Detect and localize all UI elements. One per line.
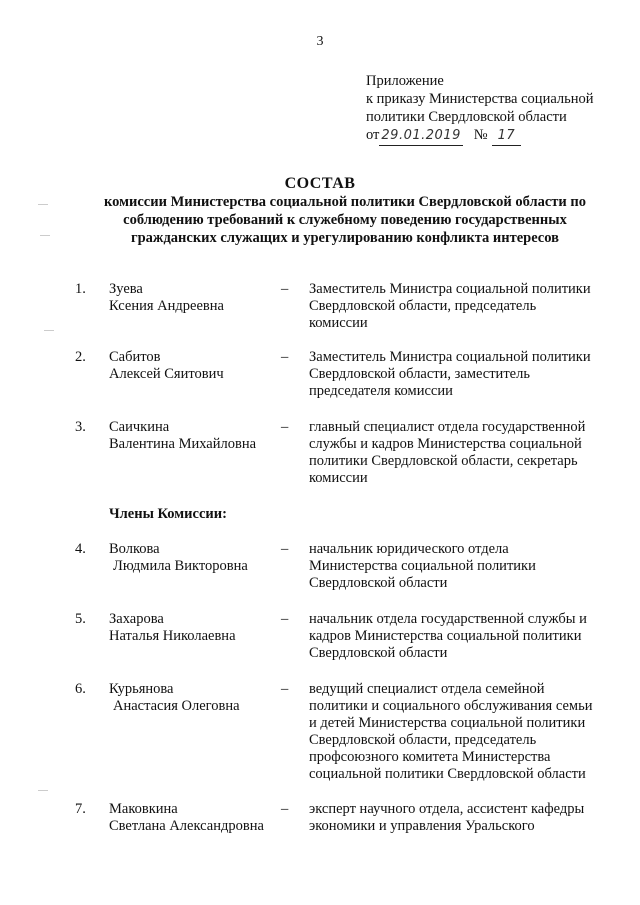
member-number: 2. — [75, 349, 86, 365]
member-number: 4. — [75, 541, 86, 557]
member-given-names: Ксения Андреевна — [109, 298, 224, 314]
member-name — [109, 349, 279, 383]
member-name — [109, 419, 279, 453]
position-line: начальник отдела государственной службы и — [309, 611, 587, 627]
appendix-line-3: политики Свердловской области — [366, 109, 567, 125]
member-name — [109, 281, 279, 315]
dash-separator: – — [281, 801, 289, 817]
dash-separator: – — [281, 541, 289, 557]
position-line: экономики и управления Уральского — [309, 818, 535, 834]
dash-separator: – — [281, 281, 289, 297]
member-name — [109, 681, 279, 715]
position-line: главный специалист отдела государственной — [309, 419, 586, 435]
member-position — [309, 419, 609, 487]
member-number: 7. — [75, 801, 86, 817]
position-line: социальной политики Свердловской области — [309, 766, 586, 782]
position-line: Свердловской области, председатель — [309, 298, 537, 314]
member-number: 3. — [75, 419, 86, 435]
member-number: 1. — [75, 281, 86, 297]
appendix-line-1: Приложение — [366, 73, 444, 89]
member-position — [309, 541, 609, 592]
member-given-names: Алексей Сяитович — [109, 366, 224, 382]
dash-separator: – — [281, 349, 289, 365]
member-given-names: Людмила Викторовна — [113, 558, 248, 574]
scan-speck — [44, 330, 54, 331]
subtitle-line-2: соблюдению требований к служебному поведению государственных — [123, 212, 567, 228]
position-line: Свердловской области, председатель — [309, 732, 537, 748]
member-surname: Курьянова — [109, 681, 174, 697]
position-line: ведущий специалист отдела семейной — [309, 681, 545, 697]
date-prefix: от — [366, 127, 380, 143]
position-line: кадров Министерства социальной политики — [309, 628, 582, 644]
member-surname: Захарова — [109, 611, 164, 627]
handwritten-date: 29.01.2019 — [379, 127, 462, 146]
dash-separator: – — [281, 419, 289, 435]
scan-speck — [40, 235, 50, 236]
position-line: Свердловской области — [309, 575, 448, 591]
member-name — [109, 541, 279, 575]
member-surname: Саичкина — [109, 419, 170, 435]
document-title: СОСТАВ — [284, 175, 356, 192]
position-line: Министерства социальной политики — [309, 558, 536, 574]
page-number: 3 — [316, 34, 324, 49]
position-line: комиссии — [309, 470, 368, 486]
scan-speck — [38, 204, 48, 205]
position-line: профсоюзного комитета Министерства — [309, 749, 551, 765]
member-number: 5. — [75, 611, 86, 627]
member-given-names: Светлана Александровна — [109, 818, 264, 834]
member-surname: Зуева — [109, 281, 143, 297]
appendix-date-line — [366, 126, 594, 146]
position-line: Заместитель Министра социальной политики — [309, 281, 591, 297]
number-prefix: № — [473, 127, 488, 143]
position-line: политики и социального обслуживания семьи — [309, 698, 593, 714]
position-line: эксперт научного отдела, ассистент кафедры — [309, 801, 585, 817]
position-line: председателя комиссии — [309, 383, 453, 399]
appendix-block — [366, 72, 594, 146]
member-surname: Сабитов — [109, 349, 161, 365]
position-line: начальник юридического отдела — [309, 541, 509, 557]
member-given-names: Анастасия Олеговна — [113, 698, 240, 714]
position-line: службы и кадров Министерства социальной — [309, 436, 582, 452]
handwritten-number: 17 — [492, 127, 522, 146]
member-position — [309, 681, 609, 783]
dash-separator: – — [281, 681, 289, 697]
member-given-names: Наталья Николаевна — [109, 628, 236, 644]
members-heading: Члены Комиссии: — [109, 506, 227, 522]
position-line: и детей Министерства социальной политики — [309, 715, 586, 731]
member-given-names: Валентина Михайловна — [109, 436, 257, 452]
appendix-line-2: к приказу Министерства социальной — [366, 91, 594, 107]
member-position — [309, 611, 609, 662]
member-position — [309, 349, 609, 400]
dash-separator: – — [281, 611, 289, 627]
position-line: Свердловской области, заместитель — [309, 366, 530, 382]
member-surname: Волкова — [109, 541, 160, 557]
document-subtitle — [60, 193, 630, 247]
position-line: Свердловской области — [309, 645, 448, 661]
scan-speck — [38, 790, 48, 791]
member-position — [309, 281, 609, 332]
member-name — [109, 801, 279, 835]
member-position — [309, 801, 609, 835]
position-line: политики Свердловской области, секретарь — [309, 453, 578, 469]
member-surname: Маковкина — [109, 801, 178, 817]
subtitle-line-3: гражданских служащих и урегулированию конфликта интересов — [131, 230, 559, 246]
position-line: Заместитель Министра социальной политики — [309, 349, 591, 365]
subtitle-line-1: комиссии Министерства социальной политики Свердловской области по — [104, 194, 586, 210]
member-name — [109, 611, 279, 645]
position-line: комиссии — [309, 315, 368, 331]
member-number: 6. — [75, 681, 86, 697]
